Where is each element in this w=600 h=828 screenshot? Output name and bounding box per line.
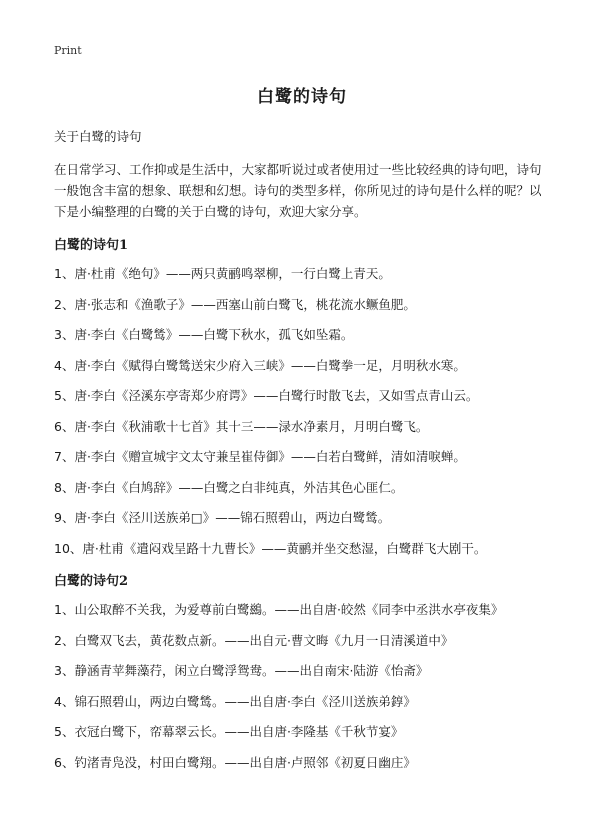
list-item: 1、唐·杜甫《绝句》——两只黄鹂鸣翠柳，一行白鹭上青天。 xyxy=(54,266,391,281)
list-item: 5、唐·李白《泾溪东亭寄郑少府谔》——白鹭行时散飞去，又如雪点青山云。 xyxy=(54,388,479,403)
page-title: 白鹭的诗句 xyxy=(257,87,347,107)
section-heading-2: 白鹭的诗句2 xyxy=(54,574,129,589)
list-item: 2、白鹭双飞去，黄花数点新。——出自元·曹文晦《九月一日清溪道中》 xyxy=(54,632,454,648)
list-item: 3、唐·李白《白鹭鸶》——白鹭下秋水，孤飞如坠霜。 xyxy=(54,327,354,342)
list-item: 1、山公取醉不关我，为爱尊前白鹭鷀。——出自唐·皎然《同李中丞洪水亭夜集》 xyxy=(54,602,504,617)
page-subtitle: 关于白鹭的诗句 xyxy=(54,129,142,144)
list-item: 6、钓渚青凫没，村田白鹭翔。——出自唐·卢照邻《初夏日幽庄》 xyxy=(54,754,416,770)
list-item: 5、衣冠白鹭下，帟幕翠云长。——出自唐·李隆基《千秋节宴》 xyxy=(54,724,404,739)
section-heading-1: 白鹭的诗句1 xyxy=(54,238,129,253)
list-item: 2、唐·张志和《渔歌子》——西塞山前白鹭飞，桃花流水鳜鱼肥。 xyxy=(54,296,416,312)
poem-list-2 xyxy=(54,595,550,778)
list-item: 4、唐·李白《赋得白鹭鸶送宋少府入三峡》——白鹭拳一足，月明秋水寒。 xyxy=(54,357,466,373)
list-item: 4、锦石照碧山，两边白鹭鸶。——出自唐·李白《泾川送族弟錞》 xyxy=(54,693,416,709)
list-item: 8、唐·李白《白鸠辞》——白鹭之白非纯真，外洁其色心匪仁。 xyxy=(54,479,404,495)
list-item: 10、唐·杜甫《遣闷戏呈路十九曹长》——黄鹂并坐交愁湿，白鹭群飞大剧干。 xyxy=(54,540,487,556)
list-item: 3、静涵青苹舞藻荇，闲立白鹭浮鸳鸯。——出自南宋·陆游《怡斋》 xyxy=(54,663,429,678)
poem-list-1 xyxy=(54,259,550,564)
intro-paragraph: 在日常学习、工作抑或是生活中，大家都听说过或者使用过一些比较经典的诗句吧，诗句一般饱含丰富的想象、联想和幻想。诗句的类型多样，你所见过的诗句是什么样的呢？以下是小编整理的白鹭的关于白鹭的诗句，欢迎大家分享。 xyxy=(54,162,542,219)
list-item: 7、唐·李白《赠宣城宇文太守兼呈崔侍御》——白若白鹭鲜，清如清唳蝉。 xyxy=(54,449,466,464)
list-item: 9、唐·李白《泾川送族弟□》——锦石照碧山，两边白鹭鸶。 xyxy=(54,510,391,525)
print-link[interactable]: Print xyxy=(54,44,82,57)
list-item: 6、唐·李白《秋浦歌十七首》其十三——渌水净素月，月明白鹭飞。 xyxy=(54,418,429,434)
